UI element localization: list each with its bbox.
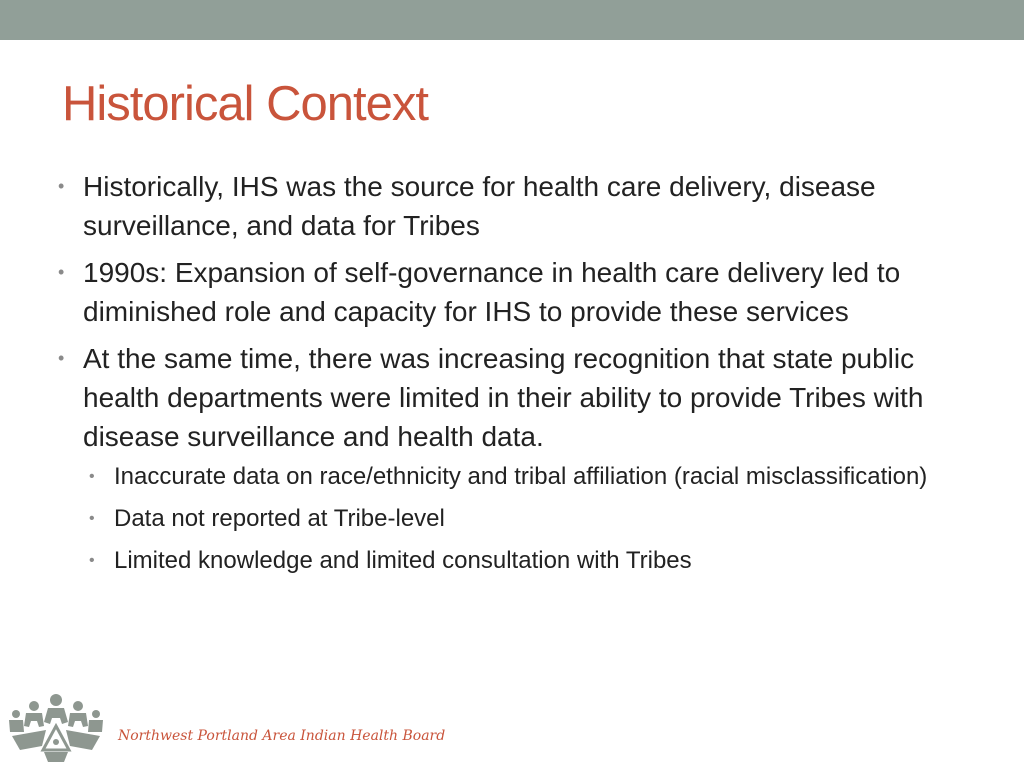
bullet-dot: • xyxy=(58,262,65,282)
npaihb-logo-icon xyxy=(6,690,106,764)
bullet-text: At the same time, there was increasing recognition that state public health departments were limited in their ability to provide Tribes with disease surveillance and health data. xyxy=(83,343,924,452)
sub-bullet-text: Limited knowledge and limited consultation with Tribes xyxy=(114,547,692,574)
sub-bullet-item xyxy=(89,460,958,494)
slide-title: Historical Context xyxy=(62,77,428,131)
sub-bullet-dot: • xyxy=(89,510,95,527)
bullet-text: Historically, IHS was the source for health care delivery, disease surveillance, and data for Tribes xyxy=(83,171,876,241)
bullet-dot: • xyxy=(58,176,65,196)
bullet-dot: • xyxy=(58,348,65,368)
bullet-item xyxy=(58,167,958,245)
sub-bullet-list xyxy=(89,460,958,578)
sub-bullet-dot: • xyxy=(89,552,95,569)
bullet-text: 1990s: Expansion of self-governance in health care delivery led to diminished role and capacity for IHS to provide these services xyxy=(83,257,901,327)
sub-bullet-text: Inaccurate data on race/ethnicity and tribal affiliation (racial misclassification) xyxy=(114,463,928,490)
footer-organization: Northwest Portland Area Indian Health Board xyxy=(118,728,446,744)
sub-bullet-dot: • xyxy=(89,468,95,485)
sub-bullet-item xyxy=(89,544,958,578)
bullet-item xyxy=(58,339,958,578)
sub-bullet-item xyxy=(89,502,958,536)
top-banner xyxy=(0,0,1024,40)
bullet-list xyxy=(58,167,958,586)
sub-bullet-text: Data not reported at Tribe-level xyxy=(114,505,445,532)
bullet-item xyxy=(58,253,958,331)
